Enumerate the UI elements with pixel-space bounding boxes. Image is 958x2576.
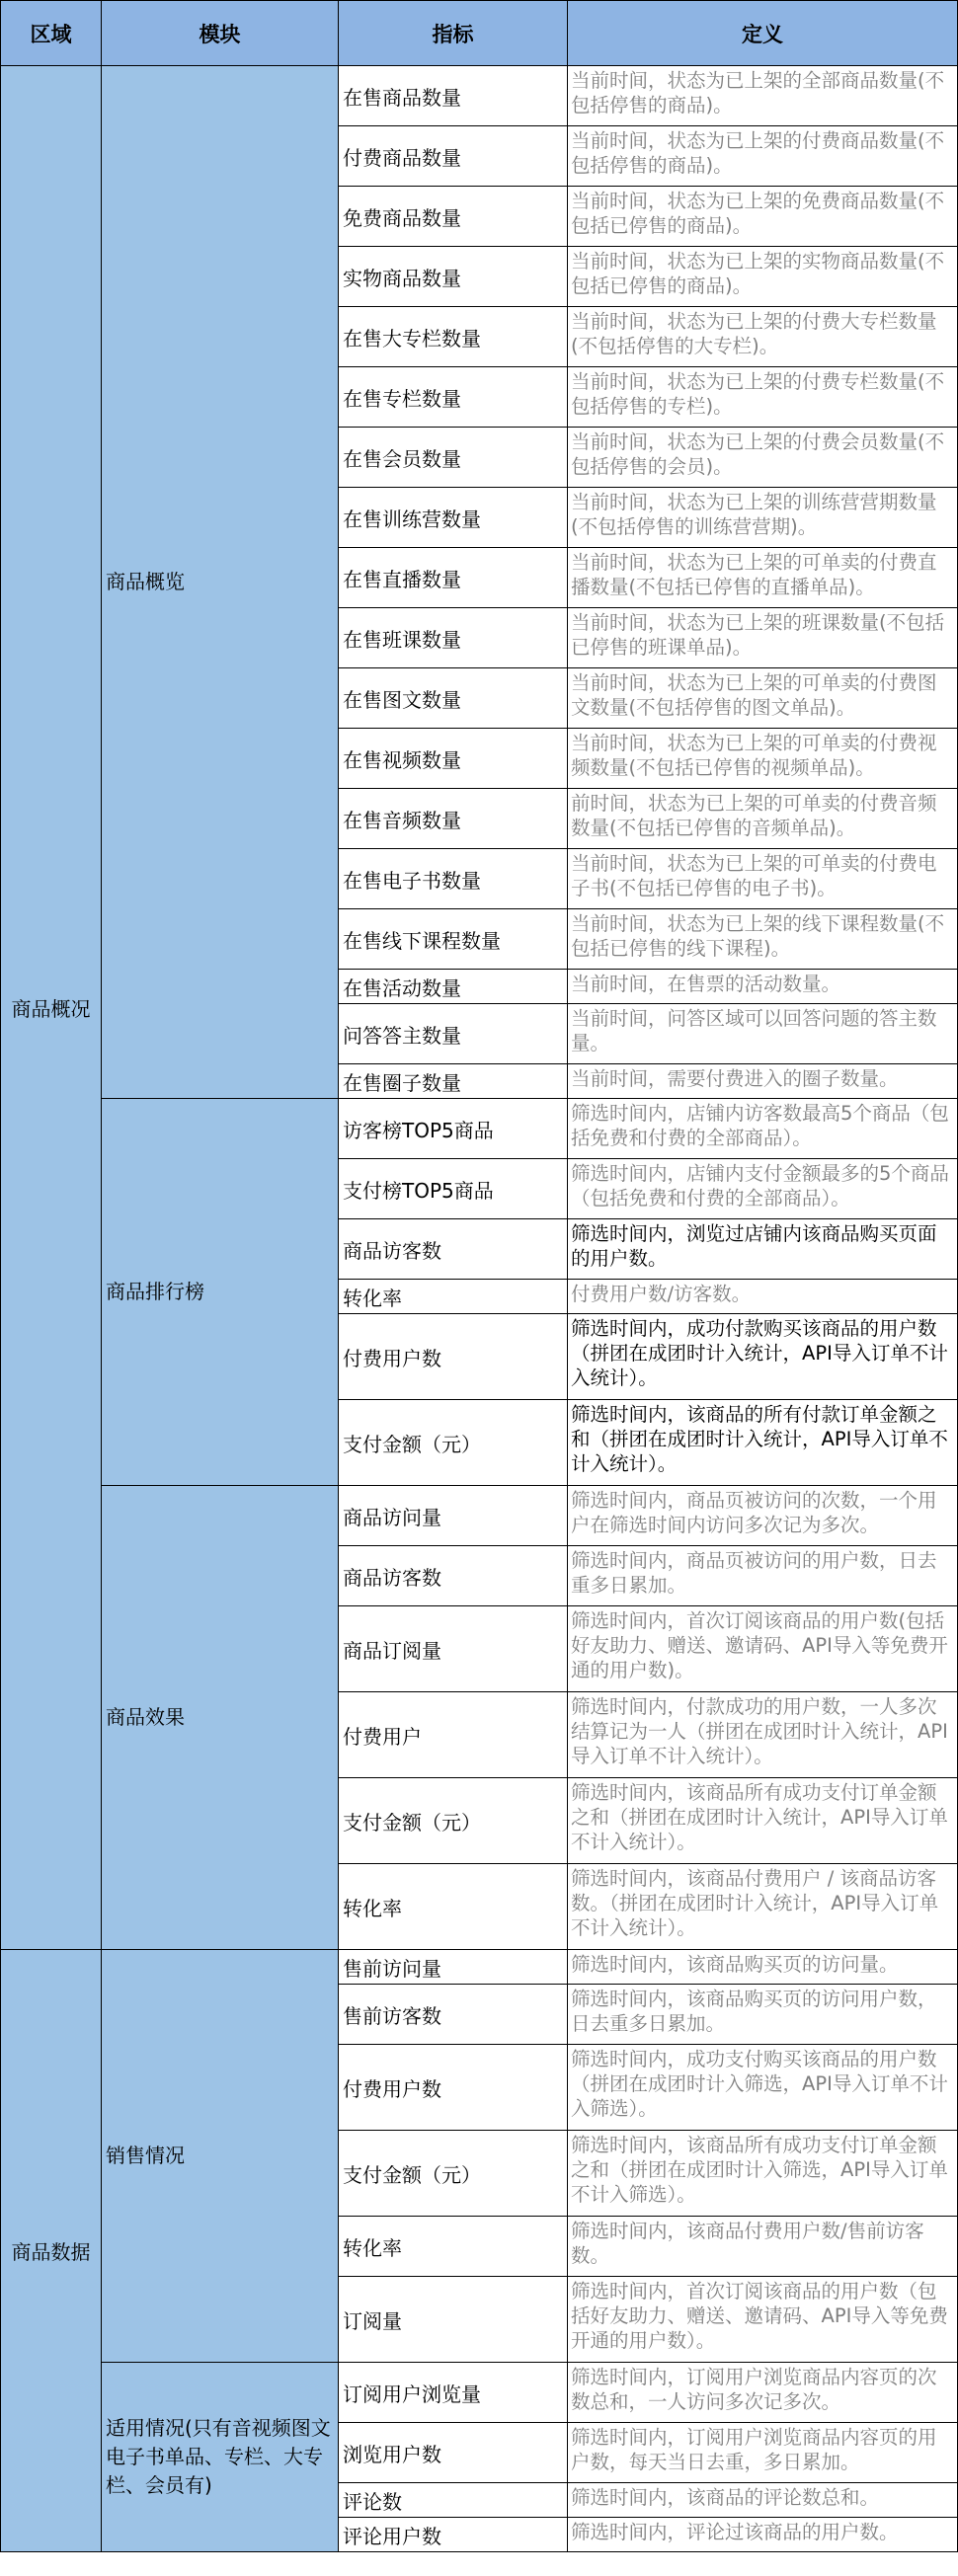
metric-cell: 订阅量 [339, 2277, 568, 2363]
definition-cell: 筛选时间内，店铺内访客数最高5个商品（包括免费和付费的全部商品）。 [568, 1099, 958, 1159]
module-cell: 适用情况(只有音视频图文电子书单品、专栏、大专栏、会员有) [102, 2363, 339, 2552]
metric-cell: 在售训练营数量 [339, 488, 568, 548]
header-module: 模块 [102, 1, 339, 66]
metric-cell: 实物商品数量 [339, 247, 568, 307]
definition-cell: 筛选时间内，该商品所有成功支付订单金额之和（拼团在成团时计入筛选，API导入订单不计入筛选）。 [568, 2131, 958, 2217]
module-cell: 商品概览 [102, 66, 339, 1099]
definition-cell: 筛选时间内，该商品的评论数总和。 [568, 2483, 958, 2518]
table-row [1, 2363, 958, 2423]
metric-cell: 付费用户数 [339, 2045, 568, 2131]
metric-cell: 在售圈子数量 [339, 1064, 568, 1099]
definition-cell: 当前时间，状态为已上架的全部商品数量(不包括停售的商品)。 [568, 66, 958, 126]
metric-cell: 支付金额（元） [339, 1400, 568, 1486]
table-row [1, 66, 958, 126]
metric-cell: 订阅用户浏览量 [339, 2363, 568, 2423]
metric-cell: 支付榜TOP5商品 [339, 1159, 568, 1219]
metric-cell: 支付金额（元） [339, 1778, 568, 1864]
metric-cell: 在售图文数量 [339, 668, 568, 729]
metric-cell: 在售视频数量 [339, 729, 568, 789]
metric-cell: 商品访客数 [339, 1546, 568, 1606]
definition-cell: 当前时间，状态为已上架的付费商品数量(不包括停售的商品)。 [568, 126, 958, 187]
metric-cell: 在售直播数量 [339, 548, 568, 608]
metric-cell: 转化率 [339, 2217, 568, 2277]
metric-cell: 付费用户数 [339, 1314, 568, 1400]
definition-cell: 筛选时间内，订阅用户浏览商品内容页的用户数，每天当日去重，多日累加。 [568, 2423, 958, 2483]
definition-cell: 当前时间，状态为已上架的可单卖的付费电子书(不包括已停售的电子书)。 [568, 849, 958, 909]
metric-cell: 在售专栏数量 [339, 367, 568, 428]
header-metric: 指标 [339, 1, 568, 66]
definition-cell: 前时间，状态为已上架的可单卖的付费音频数量(不包括已停售的音频单品)。 [568, 789, 958, 849]
metric-cell: 问答答主数量 [339, 1004, 568, 1064]
metric-cell: 评论用户数 [339, 2518, 568, 2552]
metric-cell: 转化率 [339, 1864, 568, 1950]
definition-cell: 筛选时间内，首次订阅该商品的用户数（包括好友助力、赠送、邀请码、API导入等免费开通的用户数）。 [568, 2277, 958, 2363]
region-cell: 商品概况 [1, 66, 102, 1950]
metric-cell: 转化率 [339, 1280, 568, 1314]
definition-cell: 筛选时间内，付款成功的用户数，一人多次结算记为一人（拼团在成团时计入统计，API导入订单不计入统计）。 [568, 1692, 958, 1778]
definition-cell: 筛选时间内，该商品购买页的访问用户数，日去重多日累加。 [568, 1985, 958, 2045]
definition-cell: 当前时间，状态为已上架的免费商品数量(不包括已停售的商品)。 [568, 187, 958, 247]
definition-cell: 筛选时间内，该商品付费用户数/售前访客数。 [568, 2217, 958, 2277]
definition-cell: 当前时间，状态为已上架的实物商品数量(不包括已停售的商品)。 [568, 247, 958, 307]
metric-cell: 评论数 [339, 2483, 568, 2518]
table-row [1, 1099, 958, 1159]
module-cell: 销售情况 [102, 1950, 339, 2363]
table-body [1, 66, 958, 2552]
definition-cell: 当前时间，状态为已上架的付费会员数量(不包括停售的会员)。 [568, 428, 958, 488]
metric-cell: 在售活动数量 [339, 970, 568, 1004]
definition-cell: 筛选时间内，评论过该商品的用户数。 [568, 2518, 958, 2552]
metric-cell: 商品访客数 [339, 1219, 568, 1280]
definition-cell: 筛选时间内，店铺内支付金额最多的5个商品（包括免费和付费的全部商品）。 [568, 1159, 958, 1219]
definition-cell: 筛选时间内，商品页被访问的次数，一个用户在筛选时间内访问多次记为多次。 [568, 1486, 958, 1546]
definition-cell: 付费用户数/访客数。 [568, 1280, 958, 1314]
metric-cell: 免费商品数量 [339, 187, 568, 247]
definition-cell: 筛选时间内，首次订阅该商品的用户数(包括好友助力、赠送、邀请码、API导入等免费开通的用户数)。 [568, 1606, 958, 1692]
metric-cell: 付费用户 [339, 1692, 568, 1778]
metric-cell: 商品订阅量 [339, 1606, 568, 1692]
module-cell: 商品效果 [102, 1486, 339, 1950]
definition-cell: 筛选时间内，该商品付费用户 / 该商品访客数。（拼团在成团时计入统计，API导入订单不计入统计）。 [568, 1864, 958, 1950]
metric-cell: 在售会员数量 [339, 428, 568, 488]
metric-cell: 售前访问量 [339, 1950, 568, 1985]
definition-cell: 当前时间，状态为已上架的班课数量(不包括已停售的班课单品)。 [568, 608, 958, 668]
definition-cell: 当前时间，状态为已上架的可单卖的付费视频数量(不包括已停售的视频单品)。 [568, 729, 958, 789]
metric-cell: 浏览用户数 [339, 2423, 568, 2483]
definition-cell: 筛选时间内，订阅用户浏览商品内容页的次数总和，一人访问多次记多次。 [568, 2363, 958, 2423]
definition-cell: 当前时间，在售票的活动数量。 [568, 970, 958, 1004]
metric-cell: 售前访客数 [339, 1985, 568, 2045]
metric-cell: 访客榜TOP5商品 [339, 1099, 568, 1159]
metric-cell: 在售班课数量 [339, 608, 568, 668]
table-header-row [1, 1, 958, 66]
definition-cell: 筛选时间内，商品页被访问的用户数，日去重多日累加。 [568, 1546, 958, 1606]
metric-cell: 在售电子书数量 [339, 849, 568, 909]
table-row [1, 1950, 958, 1985]
header-definition: 定义 [568, 1, 958, 66]
definition-cell: 当前时间，状态为已上架的训练营营期数量(不包括停售的训练营营期)。 [568, 488, 958, 548]
definition-cell: 筛选时间内，该商品所有成功支付订单金额之和（拼团在成团时计入统计，API导入订单不计入统计）。 [568, 1778, 958, 1864]
definition-cell: 当前时间，问答区域可以回答问题的答主数量。 [568, 1004, 958, 1064]
definition-cell: 当前时间，状态为已上架的可单卖的付费直播数量(不包括已停售的直播单品)。 [568, 548, 958, 608]
region-cell: 商品数据 [1, 1950, 102, 2552]
header-region: 区域 [1, 1, 102, 66]
definition-cell: 筛选时间内，该商品的所有付款订单金额之和（拼团在成团时计入统计，API导入订单不计入统计）。 [568, 1400, 958, 1486]
definition-cell: 当前时间，状态为已上架的付费大专栏数量(不包括停售的大专栏)。 [568, 307, 958, 367]
metric-cell: 在售线下课程数量 [339, 909, 568, 970]
metric-cell: 在售音频数量 [339, 789, 568, 849]
definition-cell: 筛选时间内，该商品购买页的访问量。 [568, 1950, 958, 1985]
module-cell: 商品排行榜 [102, 1099, 339, 1486]
metric-cell: 支付金额（元） [339, 2131, 568, 2217]
definition-cell: 当前时间，状态为已上架的线下课程数量(不包括已停售的线下课程)。 [568, 909, 958, 970]
definition-cell: 当前时间，状态为已上架的可单卖的付费图文数量(不包括停售的图文单品)。 [568, 668, 958, 729]
definition-cell: 筛选时间内，成功支付购买该商品的用户数（拼团在成团时计入筛选，API导入订单不计入筛选）。 [568, 2045, 958, 2131]
table-row [1, 1486, 958, 1546]
metric-cell: 在售大专栏数量 [339, 307, 568, 367]
metric-cell: 在售商品数量 [339, 66, 568, 126]
definition-cell: 筛选时间内，成功付款购买该商品的用户数（拼团在成团时计入统计，API导入订单不计入统计）。 [568, 1314, 958, 1400]
definition-cell: 筛选时间内，浏览过店铺内该商品购买页面的用户数。 [568, 1219, 958, 1280]
metric-cell: 付费商品数量 [339, 126, 568, 187]
definition-cell: 当前时间，需要付费进入的圈子数量。 [568, 1064, 958, 1099]
metric-cell: 商品访问量 [339, 1486, 568, 1546]
definition-cell: 当前时间，状态为已上架的付费专栏数量(不包括停售的专栏)。 [568, 367, 958, 428]
